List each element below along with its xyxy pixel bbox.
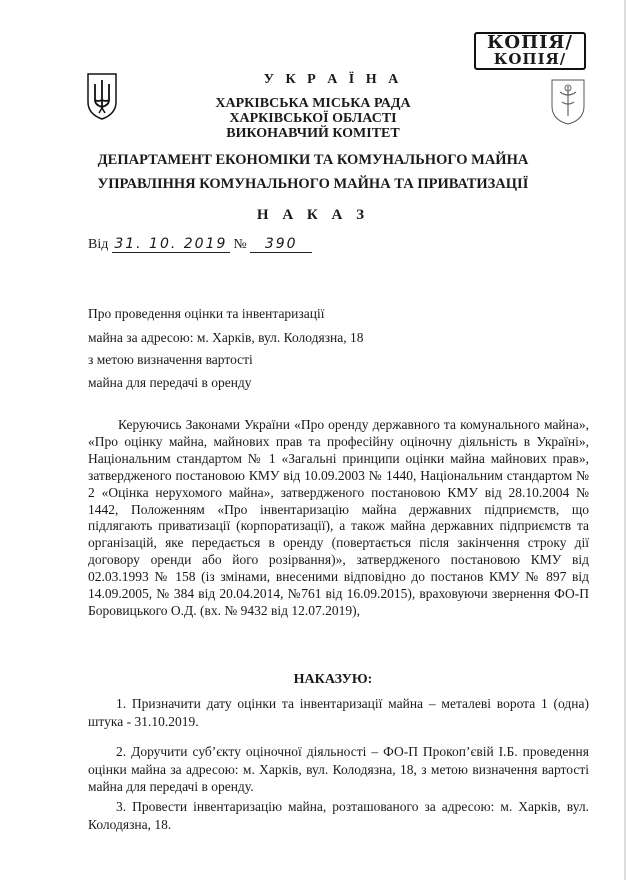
copy-stamp bbox=[474, 32, 586, 70]
order-item: 3. Провести інвентаризацію майна, розташованого за адресою: м. Харків, вул. Колодязна, 18. bbox=[88, 799, 589, 832]
order-date-number-line bbox=[88, 236, 312, 253]
date-prefix: Від bbox=[88, 237, 109, 252]
preamble-paragraph: Керуючись Законами України «Про оренду державного та комунального майна», «Про оцінку майна, майнових прав та професійну оціночну діяльність в Україні», Національним стандартом № 1 «Загальні принципи оцінки майна майнових прав», затвердженого постановою КМУ від 10.09.2003 № 1440, Національним стандартом № 2 «Оцінка нерухомого майна», затвердженого постановою КМУ від 28.10.2004 № 1442, Положенням «Про інвентаризацію майна державних підприємств, що підлягають приватизації (корпоратизації), а також майна державних підприємств та організацій, яке передається в оренду (повертається після закінчення строку дії договору оренди або його розірвання)», затвердженого постановою КМУ від 02.03.1993 № 158 (із змінами, внесеними відповідно до постанов КМУ № 897 від 14.09.2005, № 384 від 20.04.2014, №761 від 16.09.2015), враховуючи звернення ФО-П Боровицького О.Д. (вх. № 9432 від 12.07.2019), bbox=[88, 417, 589, 618]
oblast-name: ХАРКІВСЬКОЇ ОБЛАСТІ bbox=[229, 111, 397, 126]
order-number: 390 bbox=[250, 236, 312, 253]
department-name: ДЕПАРТАМЕНТ ЕКОНОМІКИ ТА КОМУНАЛЬНОГО МАЙНА bbox=[97, 152, 529, 168]
order-date: 31. 10. 2019 bbox=[112, 236, 230, 253]
stamp-line-2: КОПІЯ/ bbox=[493, 51, 567, 65]
order-item: 1. Призначити дату оцінки та інвентаризації майна – металеві ворота 1 (одна) штука - 31.10.2019. bbox=[88, 696, 589, 729]
office-name: УПРАВЛІННЯ КОМУНАЛЬНОГО МАЙНА ТА ПРИВАТИЗАЦІЇ bbox=[97, 176, 529, 192]
stamp-line-1: КОПІЯ/ bbox=[487, 32, 573, 53]
country-name: У К Р А Ї Н А bbox=[263, 72, 403, 87]
council-name: ХАРКІВСЬКА МІСЬКА РАДА bbox=[215, 96, 411, 111]
number-prefix: № bbox=[233, 237, 247, 252]
committee-name: ВИКОНАВЧИЙ КОМІТЕТ bbox=[226, 126, 400, 141]
order-item: 2. Доручити суб’єкту оціночної діяльності – ФО-П Прокоп’євій І.Б. проведення оцінки майна за адресою: м. Харків, вул. Колодязна, 18, з метою визначення вартості майна для передачі в оренду. bbox=[88, 744, 589, 794]
resolution-title: НАКАЗУЮ: bbox=[293, 672, 373, 687]
subject-line: майна для передачі в оренду bbox=[88, 375, 252, 390]
document-type-title: Н А К А З bbox=[256, 207, 370, 223]
subject-line: Про проведення оцінки та інвентаризації bbox=[88, 306, 325, 321]
subject-line: з метою визначення вартості bbox=[88, 352, 253, 367]
subject-line: майна за адресою: м. Харків, вул. Колодязна, 18 bbox=[88, 330, 364, 345]
